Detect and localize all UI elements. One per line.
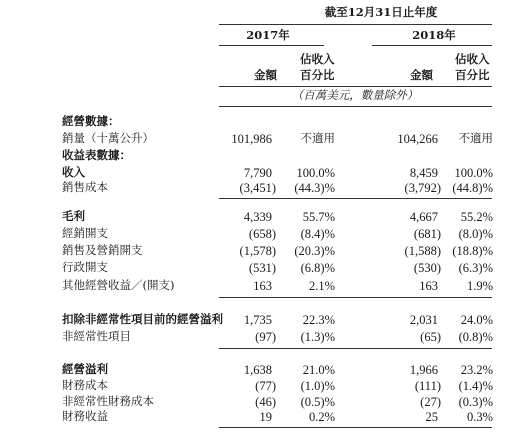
year-2018-header: 2018年 xyxy=(412,28,456,42)
row-amount-2017: 163 xyxy=(253,279,272,293)
row-label: 財務收益 xyxy=(62,409,108,423)
row-amount-2018: (1,588) xyxy=(404,244,441,258)
row-label: 非經常性財務成本 xyxy=(62,394,154,408)
row-pct-2017: (1.3)% xyxy=(300,330,335,344)
row-label: 經營溢利 xyxy=(62,362,108,376)
row-pct-2017: 不適用 xyxy=(300,131,335,145)
row-pct-2018: (1.4)% xyxy=(458,379,493,393)
row-label: 銷售成本 xyxy=(62,180,108,194)
year-2017-header: 2017年 xyxy=(246,28,290,42)
row-amount-2017: (531) xyxy=(248,261,276,275)
row-amount-2017: 19 xyxy=(259,410,272,424)
row-amount-2018: 163 xyxy=(419,279,438,293)
row-pct-2017: (20.3)% xyxy=(294,244,335,258)
amount-header-2017: 金額 xyxy=(254,68,277,82)
row-amount-2017: (77) xyxy=(255,379,276,393)
row-pct-2017: (44.3)% xyxy=(294,181,335,195)
subtotal-rule-1 xyxy=(219,198,492,199)
row-amount-2018: (111) xyxy=(414,379,441,393)
row-amount-2017: 1,735 xyxy=(243,313,272,327)
pct-header-2018-line2: 百分比 xyxy=(455,68,490,82)
row-amount-2017: 7,790 xyxy=(243,166,272,180)
row-pct-2017: (8.4)% xyxy=(300,227,335,241)
row-pct-2018: (0.3)% xyxy=(458,395,493,409)
row-pct-2017: 0.2% xyxy=(308,410,335,424)
row-amount-2018: 8,459 xyxy=(409,166,438,180)
row-pct-2018: (8.0)% xyxy=(458,227,493,241)
row-amount-2017: (97) xyxy=(255,330,276,344)
row-amount-2017: (3,451) xyxy=(239,181,276,195)
row-amount-2017: 4,339 xyxy=(243,210,272,224)
row-label: 收入 xyxy=(62,165,85,179)
unit-note-rule xyxy=(219,106,492,107)
row-pct-2018: 100.0% xyxy=(454,166,493,180)
row-pct-2018: (6.3)% xyxy=(458,261,493,275)
section-operating-data: 經營數據： xyxy=(62,114,120,128)
row-pct-2018: 不適用 xyxy=(458,131,493,145)
row-pct-2017: 55.7% xyxy=(302,210,335,224)
header-rule-top xyxy=(219,24,492,25)
row-amount-2018: 104,266 xyxy=(397,132,438,146)
row-label: 行政開支 xyxy=(62,260,108,274)
row-label: 毛利 xyxy=(62,209,85,223)
unit-note: （百萬美元，數量除外） xyxy=(291,88,419,102)
row-pct-2018: 23.2% xyxy=(460,363,493,377)
row-amount-2017: 1,638 xyxy=(243,363,272,377)
amount-header-2018: 金額 xyxy=(410,68,433,82)
row-pct-2018: 55.2% xyxy=(460,210,493,224)
header-rule-bottom xyxy=(219,86,492,87)
row-pct-2017: 2.1% xyxy=(308,279,335,293)
subtotal-rule-3 xyxy=(219,348,492,349)
pct-header-2017-line2: 百分比 xyxy=(300,68,335,82)
row-pct-2017: 22.3% xyxy=(302,313,335,327)
row-amount-2017: (658) xyxy=(248,227,276,241)
row-pct-2018: (18.8)% xyxy=(452,244,493,258)
year-2018-rule xyxy=(372,45,492,46)
row-pct-2018: (0.8)% xyxy=(458,330,493,344)
row-label: 經銷開支 xyxy=(62,226,108,240)
row-pct-2018: (44.8)% xyxy=(452,181,493,195)
row-pct-2018: 24.0% xyxy=(460,313,493,327)
row-pct-2017: 100.0% xyxy=(296,166,335,180)
pct-header-2017-line1: 佔收入 xyxy=(300,52,335,66)
row-pct-2017: 21.0% xyxy=(302,363,335,377)
pct-header-2018-line1: 佔收入 xyxy=(455,52,490,66)
row-amount-2018: (681) xyxy=(413,227,441,241)
subtotal-rule-2 xyxy=(219,297,492,298)
row-label: 銷量（十萬公升） xyxy=(62,131,154,145)
section-income-statement: 收益表數據： xyxy=(62,148,131,162)
row-amount-2018: 4,667 xyxy=(409,210,438,224)
row-amount-2018: (530) xyxy=(413,261,441,275)
row-amount-2018: 25 xyxy=(425,410,438,424)
row-amount-2018: (27) xyxy=(420,395,441,409)
row-label: 財務成本 xyxy=(62,378,108,392)
row-label: 銷售及營銷開支 xyxy=(62,243,143,257)
row-amount-2017: 101,986 xyxy=(231,132,272,146)
row-amount-2017: (1,578) xyxy=(239,244,276,258)
row-amount-2017: (46) xyxy=(255,395,276,409)
bottom-rule xyxy=(219,427,492,428)
row-amount-2018: 1,966 xyxy=(409,363,438,377)
year-2017-rule xyxy=(219,45,324,46)
row-amount-2018: (65) xyxy=(420,330,441,344)
row-amount-2018: (3,792) xyxy=(404,181,441,195)
row-pct-2018: 0.3% xyxy=(466,410,493,424)
row-pct-2018: 1.9% xyxy=(466,279,493,293)
row-label: 其他經營收益／(開支) xyxy=(62,278,175,292)
period-header: 截至12月31日止年度 xyxy=(324,5,438,19)
row-amount-2018: 2,031 xyxy=(409,313,438,327)
row-pct-2017: (6.8)% xyxy=(300,261,335,275)
row-pct-2017: (0.5)% xyxy=(300,395,335,409)
row-label: 扣除非經常性項目前的經營溢利 xyxy=(62,312,223,326)
row-label: 非經常性項目 xyxy=(62,329,131,343)
row-pct-2017: (1.0)% xyxy=(300,379,335,393)
